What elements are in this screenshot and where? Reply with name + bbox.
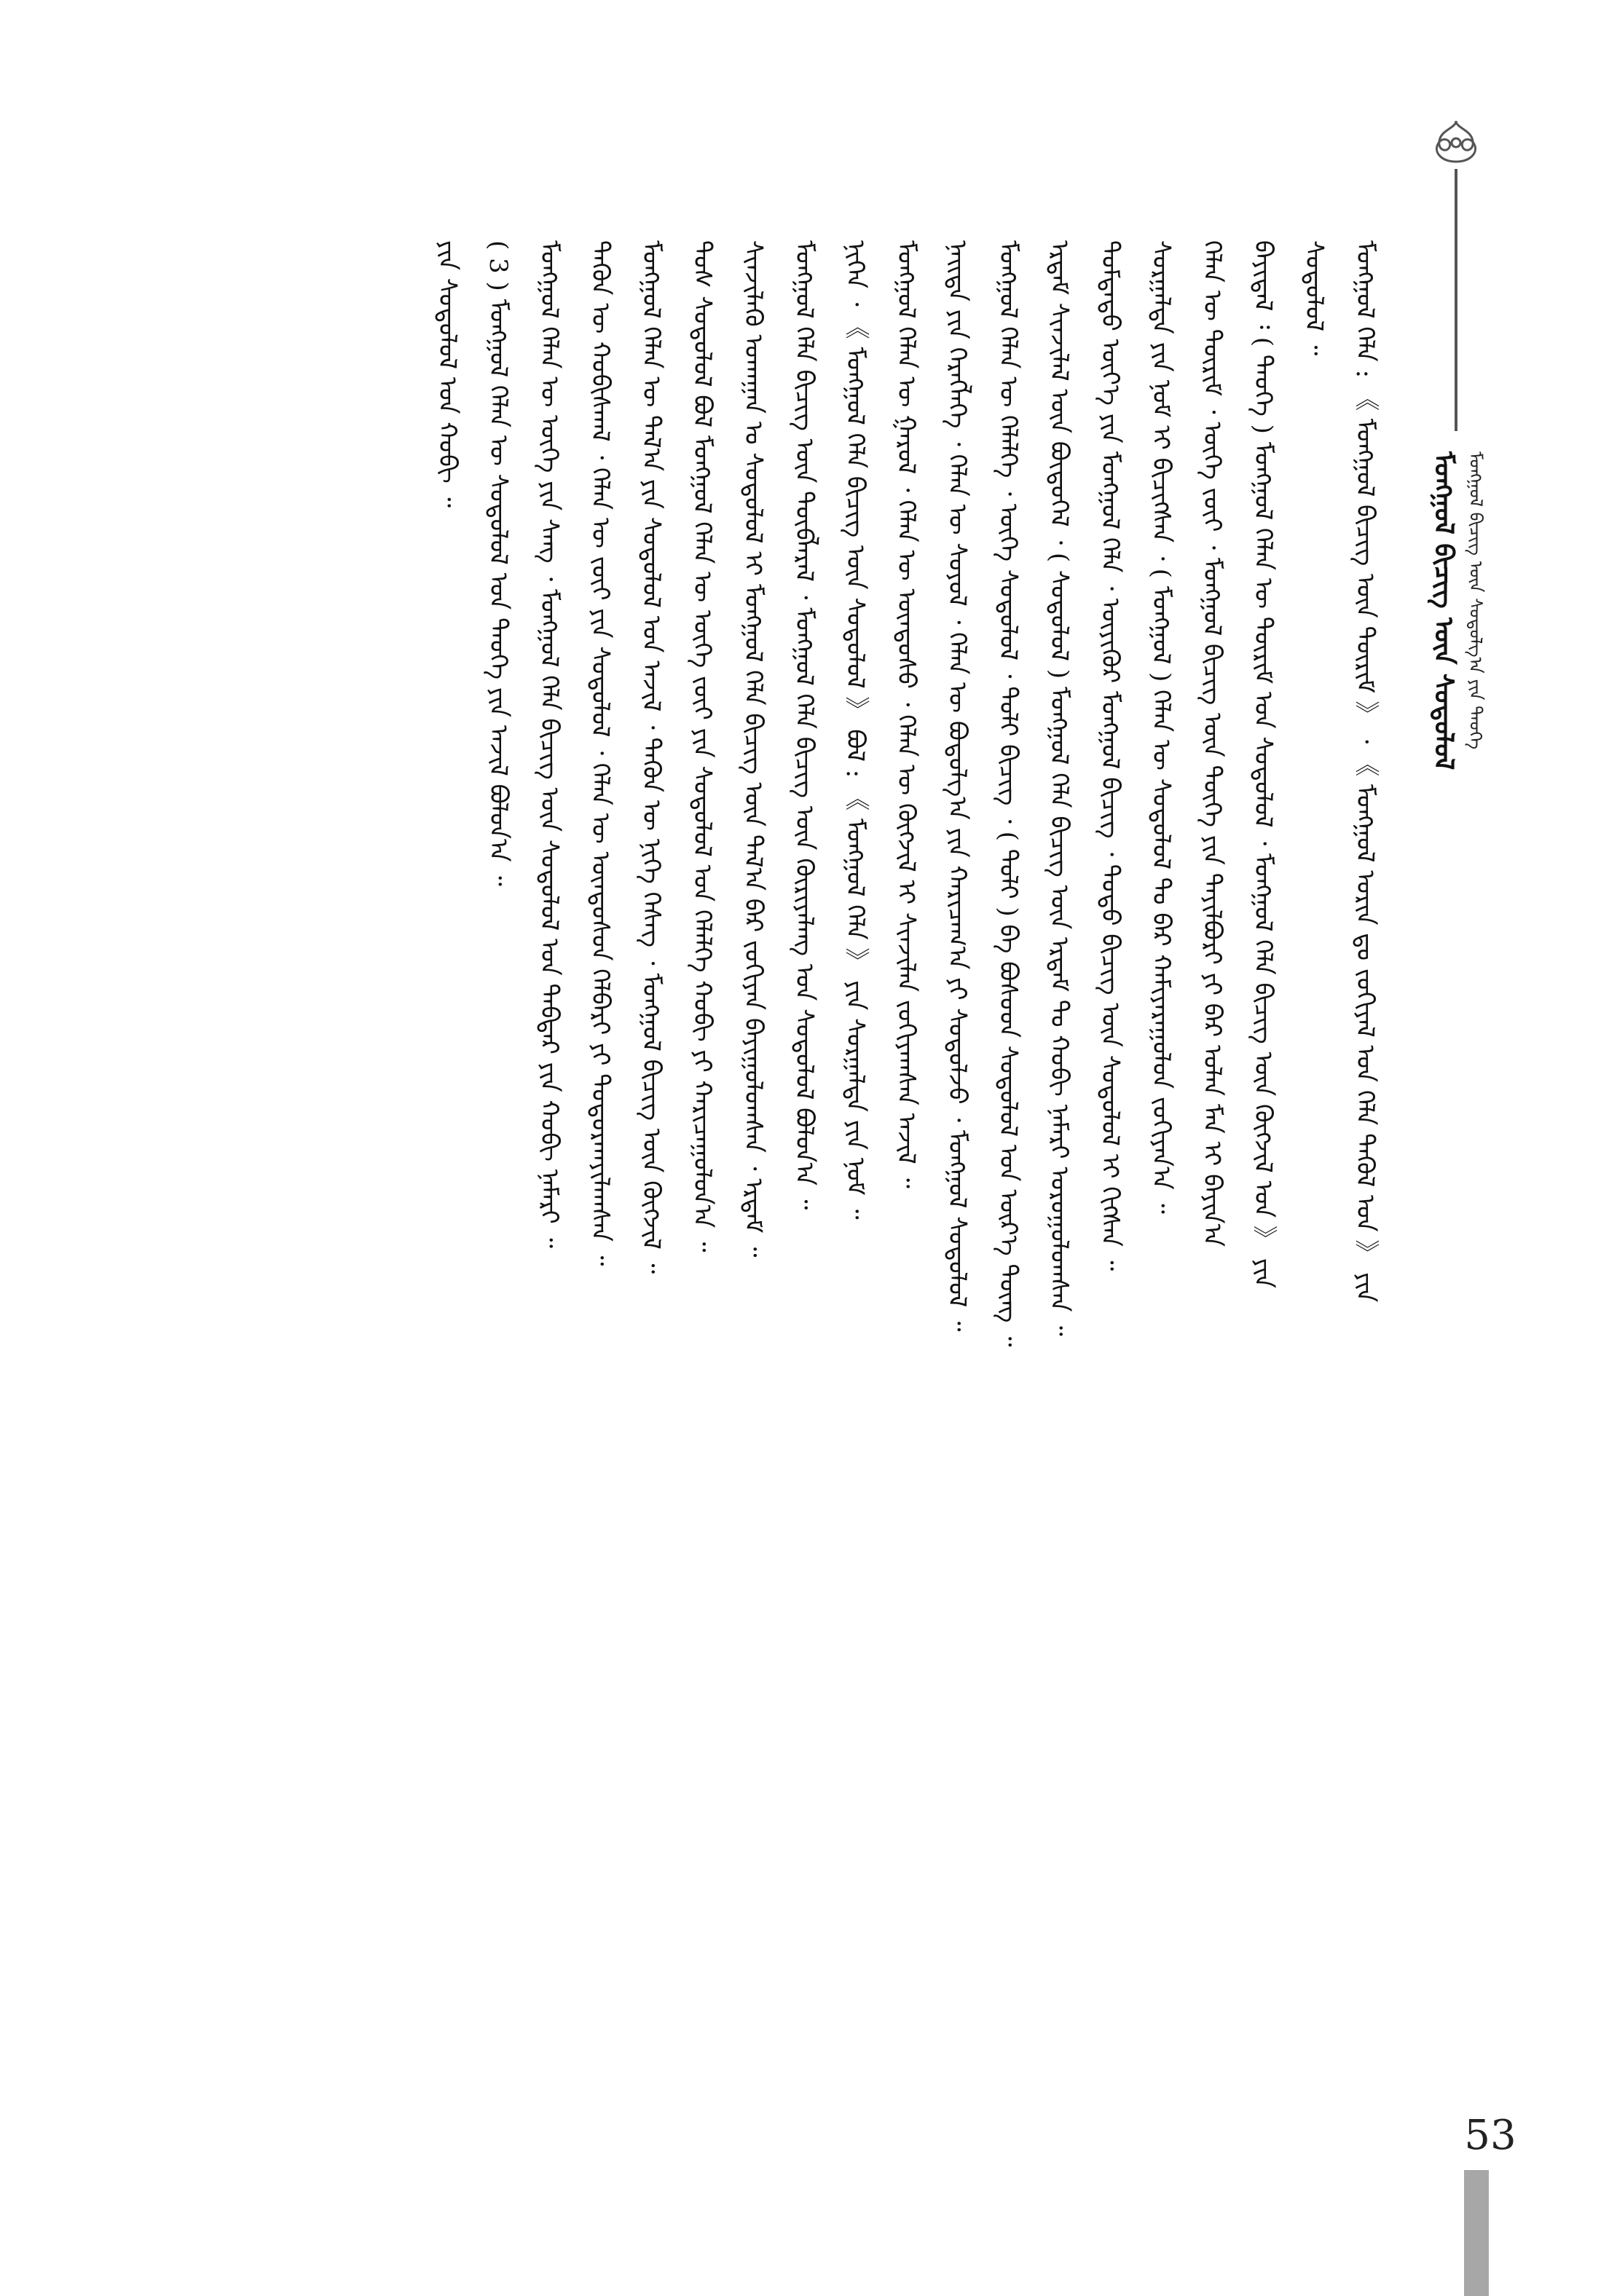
text-line: ᠮᠣᠩᠭᠣᠯ ᠬᠡᠯᠡᠨ ᠦ ᠲᠠᠯ᠎ᠠ ᠶᠢᠨ ᠰᠤᠳᠤᠯᠤᠯ ᠤᠨ ᠠᠵᠢᠯ ᠂ ᠲᠡᠭᠦᠨ ᠦ ᠨᠢᠭᠡ ᠬᠡᠰᠡᠭ ᠂ ᠮᠣᠩᠭᠣᠯ ᠪᠢᠴᠢᠭ ᠦᠨ ᠬᠥᠭᠵᠢᠯ ᠃ [637, 240, 666, 1274]
text-line: ᠮᠣᠩᠭᠣᠯ ᠬᠡᠯᠡᠨ ᠦ ᠦᠭᠡ ᠶᠢᠨ ᠰᠠᠩ ᠂ ᠮᠣᠩᠭᠣᠯ ᠬᠡᠯᠡ ᠪᠢᠴᠢᠭ ᠦᠨ ᠰᠤᠳᠤᠯᠤᠯ ᠤᠨ ᠳᠡᠪᠲᠡᠷ ᠶᠢᠨ ᠬᠤᠪᠢ ᠨᠡᠮᠡᠷᠢ ᠃ [535, 240, 564, 1248]
text-line: ᠲᠤᠰ ᠰᠤᠳᠤᠯᠤᠯ ᠪᠣᠯ ᠮᠣᠩᠭᠣᠯ ᠬᠡᠯᠡᠨ ᠦ ᠦᠭᠡ ᠵᠦᠢ ᠶᠢᠨ ᠰᠤᠳᠤᠯᠤᠯ ᠤᠨ ᠬᠡᠯᠡᠯᠭᠡ ᠬᠤᠪᠢ ᠶᠢ ᠬᠠᠷᠢᠴᠠᠭᠤᠯᠤᠨ᠎ᠠ ᠃ [688, 240, 717, 1252]
text-line: ᠮᠣᠩᠭᠣᠯ ᠬᠡᠯᠡᠨ ᠦ ᠭᠠᠷᠤᠯ ᠂ ᠬᠡᠯᠡᠨ ᠦ ᠦᠨᠳᠦᠰᠦ ᠂ ᠬᠡᠯᠡᠨ ᠦ ᠬᠥᠭᠵᠢᠯ ᠢ ᠰᠢᠨᠵᠢᠯᠡᠨ ᠵᠣᠬᠢᠶᠠᠭᠰᠠᠨ ᠠᠵᠢᠯ ᠃ [892, 240, 921, 1188]
text-line: ᠮᠣᠩᠭᠣᠯ ᠬᠡᠯᠡ ᠪᠢᠴᠢᠭ ᠦᠨ ᠲᠦᠪᠯᠡᠷᠡᠯ ᠂ ᠮᠣᠩᠭᠣᠯ ᠬᠡᠯᠡ ᠪᠢᠴᠢᠭ ᠦᠨ ᠬᠦᠷᠢᠶᠡᠯᠡᠩ ᠤᠨ ᠰᠤᠳᠤᠯᠤᠯ ᠪᠣᠯᠤᠨ᠎ᠠ ᠃ [790, 240, 819, 1210]
text-line: ( 3 ) ᠮᠣᠩᠭᠣᠯ ᠬᠡᠯᠡᠨ ᠦ ᠰᠤᠳᠤᠯᠤᠯ ᠤᠨ ᠲᠡᠦᠬᠡ ᠶᠢᠨ ᠠᠵᠢᠯ ᠪᠣᠯᠤᠨ᠎ᠠ ᠃ [484, 240, 513, 886]
page-number: 53 [1464, 2112, 1516, 2159]
running-header-subtitle: ᠮᠣᠩᠭᠣᠯ ᠪᠢᠴᠢᠭ ᠦᠨ ᠰᠤᠳᠤᠯᠭ᠎ᠠ ᠶᠢᠨ ᠲᠡᠦᠬᠡ [1465, 451, 1486, 750]
text-line: ᠬᠡᠯᠡᠨ ᠦ ᠳᠦᠷᠢᠮ ᠂ ᠦᠭᠡ ᠵᠦᠢ ᠂ ᠮᠣᠩᠭᠣᠯ ᠪᠢᠴᠢᠭ ᠦᠨ ᠲᠦᠬᠡ ᠶᠢᠨ ᠲᠠᠶᠢᠯᠪᠤᠷᠢ ᠶᠢ ᠪᠠᠷ ᠣᠯᠠᠨ ᠮᠠᠨ ᠢ ᠪᠠᠶᠢᠨ᠎ᠠ [1197, 240, 1227, 1247]
text-line: ᠰᠤᠷᠭᠠᠯᠲᠠ ᠶᠢᠨ ᠨᠣᠮ ᠢ ᠪᠢᠴᠢᠭᠰᠡᠨ ᠂ ( ᠮᠣᠩᠭᠣᠯ ) ᠬᠡᠯᠡᠨ ᠦ ᠰᠤᠳᠤᠯᠤᠯ ᠲᠤ ᠪᠠᠷ ᠬᠠᠮᠢᠶᠠᠷᠠᠭᠤᠯᠤᠨ ᠵᠣᠬᠢᠶᠠᠨ᠎ᠠ ᠃ [1146, 240, 1176, 1214]
header-rule [1455, 169, 1457, 431]
text-line: ᠡᠷᠳᠡᠮ ᠰᠢᠨᠵᠢᠯᠡᠯ ᠦᠨ ᠪᠦᠲᠦᠭᠡᠯ ᠂ ( ᠰᠤᠳᠤᠯᠤᠯ ) ᠮᠣᠩᠭᠣᠯ ᠬᠡᠯᠡ ᠪᠢᠴᠢᠭ ᠦᠨ ᠡᠷᠳᠡᠮ ᠲᠤ ᠬᠤᠪᠢ ᠨᠡᠮᠡᠷᠢ ᠣᠷᠣᠭᠤᠯᠤᠭᠰᠠᠨ ᠃ [1044, 240, 1074, 1336]
text-line: ᠰᠤᠳᠤᠯᠤᠯ ᠃ [1299, 240, 1329, 356]
text-line: ᠰᠢᠨᠵᠢᠯᠡᠬᠦ ᠤᠬᠠᠭᠠᠨ ᠤ ᠰᠤᠳᠤᠯᠤᠯ ᠢ ᠮᠣᠩᠭᠣᠯ ᠬᠡᠯᠡ ᠪᠢᠴᠢᠭ ᠦᠨ ᠲᠠᠯ᠎ᠠ ᠪᠠᠷ ᠵᠣᠬᠢᠶᠠᠨ ᠪᠠᠶᠢᠭᠤᠯᠤᠭᠰᠠᠨ ᠂ ᠡᠷᠳᠡᠮ ᠃ [739, 240, 768, 1258]
knot-ornament-icon [1428, 118, 1484, 165]
text-line: ᠪᠠᠶᠢᠳᠠᠯ ᠄ ( ᠲᠡᠦᠬᠡ ) ᠮᠣᠩᠭᠣᠯ ᠬᠡᠯᠡᠨ ᠦ ᠳᠦᠷᠢᠮ ᠤᠨ ᠰᠤᠳᠤᠯᠤᠯ ᠂ ᠮᠣᠩᠭᠣᠯ ᠬᠡᠯᠡ ᠪᠢᠴᠢᠭ ᠦᠨ ᠬᠥᠭᠵᠢᠯ ᠤᠨ 》 ᠶᠢᠨ [1248, 240, 1278, 1288]
text-line: ᠶᠢᠨ ᠰᠤᠳᠤᠯᠤᠯ ᠤᠨ ᠬᠤᠪᠢ ᠃ [433, 240, 462, 508]
page-edge-tab [1464, 2170, 1489, 2296]
body-text [193, 240, 1388, 2024]
text-line: ᠨᠢᠭᠡᠨ ᠂ 《 ᠮᠣᠩᠭᠣᠯ ᠬᠡᠯᠡ ᠪᠢᠴᠢᠭ ᠦᠨ ᠰᠤᠳᠤᠯᠤᠯ 》 ᠪᠣᠯ : 《 ᠮᠣᠩᠭᠣᠯ ᠬᠡᠯᠡ 》 ᠶᠢᠨ ᠰᠤᠷᠭᠠᠯᠲᠠ ᠶᠢᠨ ᠨᠣᠮ ᠃ [841, 240, 870, 1220]
text-line: ᠳᠤᠮᠳᠠᠳᠤ ᠦᠶ᠎ᠡ ᠶᠢᠨ ᠮᠣᠩᠭᠣᠯ ᠬᠡᠯᠡ ᠂ ᠦᠶᠢᠭᠦᠷ ᠮᠣᠩᠭᠣᠯ ᠪᠢᠴᠢᠭ ᠂ ᠲᠣᠳᠣ ᠪᠢᠴᠢᠭ ᠦᠨ ᠰᠤᠳᠤᠯᠤᠯ ᠢ ᠬᠢᠭᠰᠡᠨ ᠃ [1095, 240, 1125, 1271]
text-line: ᠨᠡᠢᠲᠡ ᠶᠢᠨ ᠬᠡᠷᠡᠭᠯᠡᠭᠡ ᠂ ᠬᠡᠯᠡᠨ ᠦ ᠰᠣᠶᠣᠯ ᠂ ᠬᠡᠯᠡᠨ ᠦ ᠪᠣᠳᠣᠯᠭ᠎ᠠ ᠶᠢᠨ ᠬᠠᠷᠢᠴᠠᠭ᠎ᠠ ᠶᠢ ᠰᠤᠳᠤᠯᠵᠤ ᠂ ᠮᠣᠩᠭᠣᠯ ᠰᠤᠳᠤᠯᠤᠯ ᠃ [943, 240, 972, 1332]
text-line: ᠮᠣᠩᠭᠣᠯ ᠬᠡᠯᠡ : 《 ᠮᠣᠩᠭᠣᠯ ᠪᠢᠴᠢᠭ ᠦᠨ ᠳᠦᠷᠢᠮ 》 ᠂ 《 ᠮᠣᠩᠭᠣᠯ ᠤᠷᠢᠨ ᠳᠤ ᠵᠣᠬᠢᠶᠠᠯ ᠤᠨ ᠬᠡᠯᠡ ᠲᠡᠭᠦᠯ ᠤᠨ 》 ᠶᠢᠨ [1350, 240, 1380, 1303]
text-line: ᠮᠣᠩᠭᠣᠯ ᠬᠡᠯᠡᠨ ᠦ ᠬᠡᠯᠡᠯᠭᠡ ᠂ ᠦᠭᠡ ᠰᠤᠳᠤᠯᠤᠯ ᠂ ᠲᠣᠯᠢ ᠪᠢᠴᠢᠭ ᠂ ( ᠲᠣᠯᠢ ) ᠪᠠ ᠪᠤᠰᠤᠳ ᠰᠤᠳᠤᠯᠤᠯ ᠤᠨ ᠦᠷ᠎ᠡ ᠳᠦᠩ ᠃ [994, 240, 1023, 1347]
text-line: ᠲᠡᠭᠦᠨ ᠦ ᠬᠤᠪᠢᠰᠬᠠᠯ ᠂ ᠬᠡᠯᠡᠨ ᠦ ᠵᠦᠢ ᠶᠢᠨ ᠰᠤᠳᠤᠯᠤᠯ ᠂ ᠬᠡᠯᠡᠨ ᠦ ᠦᠨᠳᠦᠰᠦᠨ ᠬᠡᠯᠪᠡᠷᠢ ᠶᠢ ᠲᠣᠳᠣᠷᠬᠠᠶᠢᠯᠠᠭᠰᠠᠨ ᠃ [586, 240, 615, 1266]
running-header-title: ᠮᠣᠩᠭᠣᠯ ᠪᠢᠴᠢᠭ ᠦᠨ ᠰᠤᠳᠤᠯᠤᠯ [1428, 451, 1458, 770]
